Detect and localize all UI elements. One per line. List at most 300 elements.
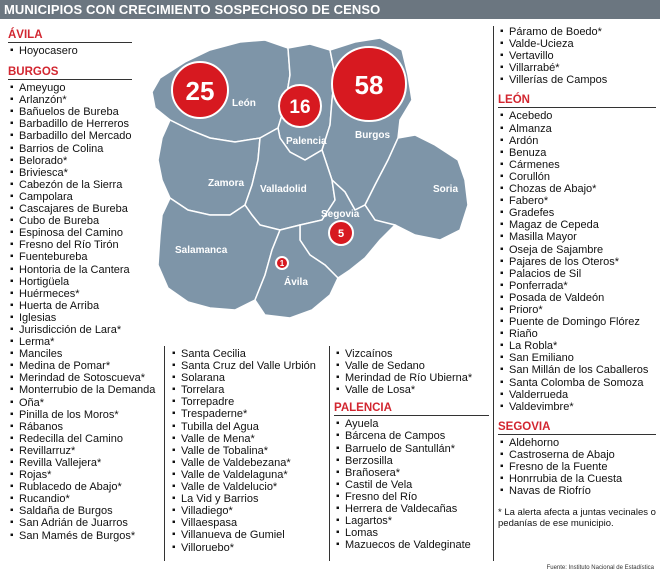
- list-item: [334, 443, 489, 455]
- list-item: [498, 147, 656, 159]
- municipality-name: Lomas: [345, 527, 379, 540]
- municipality-name: Fabero*: [509, 195, 549, 208]
- municipality-name: Lagartos*: [345, 515, 393, 528]
- source-credit: Fuente: Instituto Nacional de Estadística: [546, 565, 654, 571]
- bullet-icon: ▪: [500, 291, 504, 303]
- bullet-icon: ▪: [500, 436, 504, 448]
- municipality-name: Fresno de la Fuente: [509, 461, 608, 473]
- list-burgos: [8, 82, 156, 542]
- list-segovia: [498, 437, 656, 497]
- bullet-icon: ▪: [10, 178, 14, 190]
- bullet-icon: ▪: [172, 468, 176, 480]
- list-item: [498, 123, 656, 135]
- list-item: [498, 473, 656, 485]
- municipality-name: Santa Cecilia: [181, 348, 246, 360]
- municipality-name: Revillarruz*: [19, 444, 76, 457]
- bullet-icon: ▪: [500, 388, 504, 400]
- bullet-icon: ▪: [10, 94, 14, 106]
- bullet-icon: ▪: [172, 372, 176, 384]
- bullet-icon: ▪: [500, 267, 504, 279]
- bullet-icon: ▪: [336, 478, 340, 490]
- municipality-name: Trespaderne*: [181, 408, 248, 421]
- bullet-icon: ▪: [500, 122, 504, 134]
- bullet-icon: ▪: [500, 134, 504, 146]
- bullet-icon: ▪: [172, 432, 176, 444]
- count-burgos: 58: [354, 70, 384, 100]
- bullet-icon: ▪: [500, 62, 504, 74]
- label-soria: Soria: [433, 184, 459, 195]
- municipality-name: Bañuelos de Bureba: [19, 106, 119, 119]
- list-item: [170, 433, 325, 445]
- bullet-icon: ▪: [10, 505, 14, 517]
- municipality-name: Acebedo: [509, 110, 553, 123]
- bullet-icon: ▪: [10, 130, 14, 142]
- municipality-name: Castroserna de Abajo: [509, 448, 615, 461]
- bullet-icon: ▪: [10, 45, 14, 56]
- bullet-icon: ▪: [500, 110, 504, 122]
- list-item: [8, 384, 156, 397]
- municipality-name: Brañosera*: [345, 466, 401, 479]
- column-1: [8, 29, 156, 542]
- footnote: * La alerta afecta a juntas vecinales o pedanías de ese municipio.: [498, 507, 656, 530]
- list-item: [498, 389, 656, 401]
- bullet-icon: ▪: [336, 515, 340, 527]
- divider: [8, 42, 132, 43]
- list-item: [8, 493, 132, 505]
- list-item: [8, 445, 132, 457]
- municipality-name: Barbadillo de Herreros: [19, 118, 130, 131]
- municipality-name: Rucandio*: [19, 493, 70, 506]
- bullet-icon: ▪: [10, 142, 14, 154]
- bullet-icon: ▪: [10, 348, 14, 360]
- list-item: [334, 467, 489, 479]
- bullet-icon: ▪: [500, 26, 504, 37]
- municipality-name: La Robla*: [509, 340, 558, 353]
- bullet-icon: ▪: [500, 279, 504, 291]
- list-item: [8, 191, 132, 203]
- list-item: [170, 421, 325, 433]
- municipality-name: Briviesca*: [19, 166, 68, 179]
- list-item: [8, 348, 132, 360]
- bullet-icon: ▪: [172, 444, 176, 456]
- municipality-name: Medina de Pomar*: [19, 360, 111, 373]
- bullet-icon: ▪: [10, 517, 14, 529]
- bullet-icon: ▪: [500, 485, 504, 497]
- list-item: [8, 276, 132, 288]
- bullet-icon: ▪: [500, 170, 504, 182]
- municipality-name: Iglesias: [19, 311, 57, 324]
- list-item: [8, 372, 145, 385]
- divider: [8, 79, 132, 80]
- bullet-icon: ▪: [500, 183, 504, 195]
- municipality-name: Oseja de Sajambre: [509, 243, 604, 256]
- list-item: [498, 183, 656, 195]
- divider: [164, 346, 165, 561]
- municipality-name: Huerta de Arriba: [19, 299, 100, 312]
- list-item: [334, 479, 489, 491]
- list-item: [498, 340, 656, 352]
- municipality-name: Valle de Losa*: [345, 384, 416, 397]
- region-map: [140, 20, 480, 340]
- municipality-name: Bárcena de Campos: [345, 430, 446, 443]
- bullet-icon: ▪: [10, 287, 14, 299]
- bullet-icon: ▪: [10, 227, 14, 239]
- list-item: [8, 288, 132, 300]
- bullet-icon: ▪: [336, 430, 340, 442]
- bullet-icon: ▪: [336, 418, 340, 430]
- bullet-icon: ▪: [172, 517, 176, 529]
- bullet-icon: ▪: [500, 376, 504, 388]
- bullet-icon: ▪: [500, 146, 504, 158]
- municipality-name: San Mamés de Burgos*: [19, 529, 136, 542]
- list-item: [498, 437, 656, 449]
- list-item: [170, 396, 325, 408]
- municipality-name: Pajares de los Oteros*: [509, 255, 620, 268]
- municipality-name: Redecilla del Camino: [19, 432, 123, 445]
- list-item: [334, 491, 489, 503]
- bullet-icon: ▪: [500, 461, 504, 472]
- list-item: [170, 408, 325, 420]
- bullet-icon: ▪: [10, 420, 14, 432]
- municipality-name: Santa Cruz del Valle Urbión: [181, 360, 316, 373]
- municipality-name: Gradefes: [509, 207, 555, 220]
- list-item: [498, 364, 656, 376]
- list-item: [8, 421, 132, 433]
- bullet-icon: ▪: [10, 384, 14, 396]
- list-item: [8, 143, 132, 155]
- list-item: [334, 418, 489, 430]
- municipality-name: Hoyocasero: [19, 45, 78, 57]
- bullet-icon: ▪: [10, 323, 14, 335]
- bullet-icon: ▪: [500, 352, 504, 364]
- bullet-icon: ▪: [336, 466, 340, 478]
- list-item: [8, 505, 132, 517]
- list-item: [498, 328, 656, 340]
- municipality-name: Ameyugo: [19, 82, 66, 95]
- list-item: [334, 455, 489, 467]
- municipality-name: Valle de Valdelaguna*: [181, 468, 288, 481]
- bullet-icon: ▪: [10, 444, 14, 456]
- municipality-name: Lerma*: [19, 336, 55, 349]
- municipality-name: Valle de Tobalina*: [181, 444, 269, 457]
- list-item: [8, 457, 132, 469]
- municipality-name: Valle de Valdebezana*: [181, 456, 291, 469]
- list-item: [498, 304, 656, 316]
- list-item: [170, 469, 325, 481]
- municipality-name: Jurisdicción de Lara*: [19, 323, 122, 336]
- municipality-name: Vertavillo: [509, 50, 554, 63]
- bullet-icon: ▪: [500, 448, 504, 460]
- municipality-name: Solarana: [181, 372, 226, 385]
- municipality-name: Vizcaínos: [345, 348, 393, 360]
- list-item: [8, 312, 132, 324]
- bullet-icon: ▪: [336, 372, 340, 384]
- bullet-icon: ▪: [336, 527, 340, 539]
- bullet-icon: ▪: [10, 215, 14, 227]
- list-item: [498, 401, 656, 413]
- bullet-icon: ▪: [500, 364, 504, 376]
- municipality-name: Merindad de Sotoscueva*: [19, 372, 145, 385]
- bullet-icon: ▪: [10, 251, 14, 263]
- municipality-name: Arlanzón*: [19, 94, 67, 107]
- bullet-icon: ▪: [172, 505, 176, 517]
- section-title-palencia: PALENCIA: [334, 402, 392, 415]
- bullet-icon: ▪: [172, 493, 176, 505]
- list-item: [8, 94, 132, 106]
- list-item: [498, 292, 656, 304]
- bullet-icon: ▪: [10, 481, 14, 493]
- list-item: [498, 268, 656, 280]
- bullet-icon: ▪: [10, 190, 14, 202]
- municipality-name: Posada de Valdeón: [509, 291, 605, 304]
- list-item: [498, 207, 656, 219]
- list-item: [498, 231, 656, 243]
- list-item: [334, 503, 489, 515]
- municipality-name: Valle de Valdelucio*: [181, 481, 278, 494]
- bullet-icon: ▪: [500, 207, 504, 219]
- bullet-icon: ▪: [500, 231, 504, 243]
- list-item: [8, 397, 132, 409]
- list-item: [8, 360, 132, 372]
- list-item: [8, 167, 132, 179]
- list-item: [170, 445, 325, 457]
- municipality-name: Aldehorno: [509, 436, 560, 449]
- title-bar: [0, 0, 660, 19]
- bullet-icon: ▪: [172, 420, 176, 432]
- bullet-icon: ▪: [336, 360, 340, 372]
- list-item: [8, 155, 132, 167]
- bullet-icon: ▪: [172, 396, 176, 408]
- bullet-icon: ▪: [10, 457, 14, 468]
- list-item: [498, 316, 656, 328]
- count-avila: 1: [279, 259, 285, 268]
- list-item: [8, 517, 132, 529]
- divider: [329, 346, 330, 561]
- bullet-icon: ▪: [500, 38, 504, 50]
- bullet-icon: ▪: [500, 400, 504, 412]
- list-item: [498, 377, 656, 389]
- label-salamanca: Salamanca: [175, 245, 228, 256]
- municipality-name: La Vid y Barrios: [181, 493, 259, 506]
- list-item: [498, 159, 656, 171]
- list-avila: [8, 45, 132, 57]
- municipality-name: Pinilla de los Moros*: [19, 408, 119, 421]
- municipality-name: San Millán de los Caballeros: [509, 364, 649, 377]
- list-item: [498, 110, 656, 122]
- list-item: [498, 256, 656, 268]
- bullet-icon: ▪: [10, 372, 14, 384]
- bullet-icon: ▪: [10, 239, 14, 251]
- list-item: [498, 26, 656, 38]
- bullet-icon: ▪: [500, 255, 504, 267]
- bullet-icon: ▪: [172, 408, 176, 420]
- list-item: [170, 542, 325, 554]
- municipality-name: Rojas*: [19, 469, 52, 482]
- municipality-name: Valdevimbre*: [509, 400, 574, 413]
- list-item: [334, 372, 489, 384]
- bullet-icon: ▪: [10, 299, 14, 311]
- list-item: [8, 469, 132, 481]
- column-4: [498, 26, 656, 529]
- municipality-name: Hontoria de la Cantera: [19, 263, 130, 276]
- municipality-name: Valde-Ucieza: [509, 38, 574, 51]
- list-item: [498, 244, 656, 256]
- bullet-icon: ▪: [172, 481, 176, 493]
- municipality-name: Ponferrada*: [509, 279, 568, 292]
- bullet-icon: ▪: [500, 219, 504, 231]
- municipality-name: Villerías de Campos: [509, 74, 608, 87]
- municipality-name: Almanza: [509, 122, 552, 135]
- list-leon: [498, 110, 656, 412]
- bullet-icon: ▪: [336, 454, 340, 466]
- list-item: [170, 529, 325, 541]
- municipality-name: Rublacedo de Abajo*: [19, 481, 122, 494]
- bullet-icon: ▪: [500, 473, 504, 485]
- bullet-icon: ▪: [336, 442, 340, 454]
- municipality-name: Magaz de Cepeda: [509, 219, 599, 232]
- list-item: [334, 348, 489, 360]
- divider: [493, 26, 494, 561]
- municipality-name: Merindad de Río Ubierna*: [345, 372, 473, 385]
- bullet-icon: ▪: [336, 539, 340, 551]
- divider: [334, 415, 489, 416]
- list-item: [498, 219, 656, 231]
- list-item: [8, 481, 132, 493]
- municipality-name: Corullón: [509, 170, 550, 183]
- municipality-name: Páramo de Boedo*: [509, 26, 602, 38]
- label-valladolid: Valladolid: [260, 184, 307, 195]
- list-item: [498, 449, 656, 461]
- count-palencia: 16: [289, 97, 311, 118]
- list-item: [8, 336, 132, 348]
- bullet-icon: ▪: [500, 328, 504, 340]
- column-2: [170, 348, 325, 554]
- list-item: [170, 505, 325, 517]
- municipality-name: Revilla Vallejera*: [19, 457, 102, 469]
- section-title-leon: LEÓN: [498, 94, 530, 107]
- municipality-name: Ayuela: [345, 418, 379, 431]
- list-item: [8, 264, 132, 276]
- bullet-icon: ▪: [10, 311, 14, 323]
- count-segovia: 5: [337, 228, 345, 240]
- list-item: [8, 118, 132, 130]
- divider: [498, 107, 656, 108]
- municipality-name: Ardón: [509, 134, 539, 147]
- municipality-name: Monterrubio de la Demanda: [19, 384, 156, 397]
- list-item: [498, 461, 656, 473]
- municipality-name: Villoruebo*: [181, 541, 235, 554]
- municipality-name: Fresno del Río Tirón: [19, 239, 119, 252]
- bullet-icon: ▪: [10, 396, 14, 408]
- bullet-icon: ▪: [172, 384, 176, 396]
- municipality-name: Oña*: [19, 396, 45, 409]
- municipality-name: Villarrabé*: [509, 62, 560, 75]
- municipality-name: Campolara: [19, 190, 73, 203]
- list-item: [8, 409, 132, 421]
- list-item: [498, 62, 656, 74]
- bullet-icon: ▪: [336, 384, 340, 396]
- list-item: [8, 130, 132, 142]
- list-item: [498, 74, 656, 86]
- bullet-icon: ▪: [10, 408, 14, 420]
- list-item: [170, 493, 325, 505]
- list-burgos-cont2: [334, 348, 489, 396]
- municipality-name: Valderrueda: [509, 388, 569, 401]
- list-item: [498, 135, 656, 147]
- count-leon: 25: [185, 76, 215, 106]
- bullet-icon: ▪: [10, 275, 14, 287]
- list-item: [170, 517, 325, 529]
- municipality-name: Cármenes: [509, 158, 560, 171]
- bullet-icon: ▪: [10, 82, 14, 94]
- bullet-icon: ▪: [172, 360, 176, 372]
- bullet-icon: ▪: [336, 503, 340, 515]
- list-item: [8, 203, 132, 215]
- municipality-name: Manciles: [19, 348, 63, 361]
- municipality-name: Puente de Domingo Flórez: [509, 316, 640, 329]
- list-item: [498, 352, 656, 364]
- bullet-icon: ▪: [500, 243, 504, 255]
- municipality-name: Masilla Mayor: [509, 231, 577, 244]
- municipality-name: Villanueva de Gumiel: [181, 529, 285, 542]
- municipality-name: Saldaña de Burgos: [19, 505, 113, 518]
- municipality-name: Huérmeces*: [19, 287, 80, 300]
- bullet-icon: ▪: [336, 348, 340, 359]
- bullet-icon: ▪: [500, 74, 504, 86]
- municipality-name: Tubilla del Agua: [181, 420, 259, 433]
- municipality-name: Barrios de Colina: [19, 142, 104, 155]
- municipality-name: Navas de Riofrío: [509, 485, 591, 498]
- bullet-icon: ▪: [10, 106, 14, 118]
- bullet-icon: ▪: [500, 316, 504, 328]
- list-item: [8, 433, 132, 445]
- municipality-name: Valle de Mena*: [181, 432, 255, 445]
- bullet-icon: ▪: [10, 118, 14, 130]
- list-item: [8, 300, 132, 312]
- list-palencia: [334, 418, 489, 551]
- municipality-name: San Adrián de Juarros: [19, 517, 128, 530]
- municipality-name: Chozas de Abajo*: [509, 183, 597, 196]
- label-segovia: Segovia: [321, 209, 360, 220]
- bullet-icon: ▪: [10, 203, 14, 215]
- municipality-name: Berzosilla: [345, 454, 393, 467]
- list-item: [170, 481, 325, 493]
- municipality-name: Fuentebureba: [19, 251, 88, 264]
- list-item: [334, 515, 489, 527]
- section-title-burgos: BURGOS: [8, 66, 59, 79]
- municipality-name: Torrelara: [181, 384, 225, 397]
- list-item: [170, 360, 325, 372]
- list-item: [170, 372, 325, 384]
- list-item: [498, 50, 656, 62]
- municipality-name: Torrepadre: [181, 396, 235, 409]
- municipality-name: Espinosa del Camino: [19, 227, 123, 240]
- list-item: [8, 106, 132, 118]
- list-item: [334, 360, 489, 372]
- municipality-name: Benuza: [509, 146, 547, 159]
- municipality-name: Villaespasa: [181, 517, 238, 530]
- list-item: [8, 529, 136, 542]
- list-item: [170, 457, 325, 469]
- bullet-icon: ▪: [10, 529, 14, 541]
- list-item: [334, 539, 489, 551]
- list-item: [8, 239, 132, 251]
- municipality-name: Hortigüela: [19, 275, 70, 288]
- list-item: [8, 227, 132, 239]
- bullet-icon: ▪: [10, 263, 14, 275]
- municipality-name: Cubo de Bureba: [19, 215, 100, 228]
- list-item: [498, 171, 656, 183]
